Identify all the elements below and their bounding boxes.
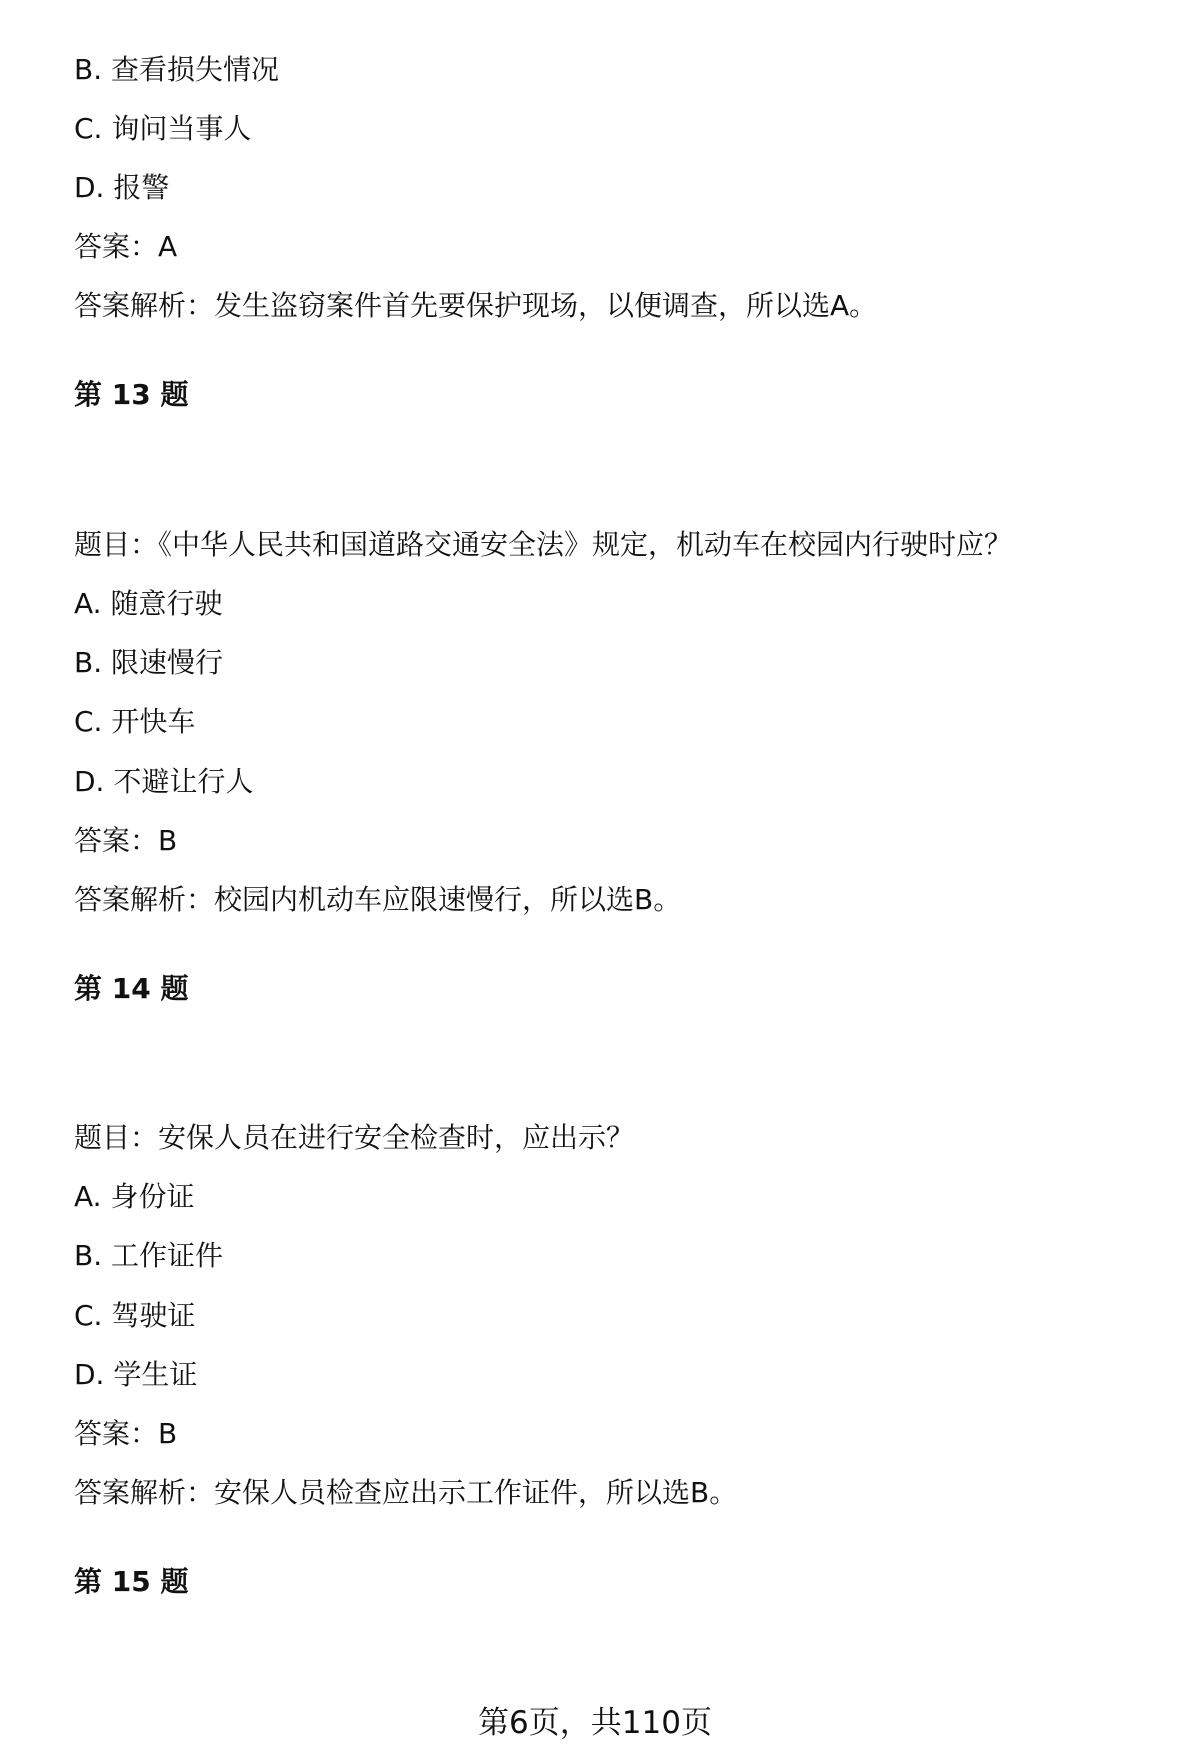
q13-option-d: D. 不避让行人 xyxy=(74,765,254,798)
q13-option-c: C. 开快车 xyxy=(74,705,196,738)
q13-heading: 第 13 题 xyxy=(74,378,189,411)
q12-explanation: 答案解析：发生盗窃案件首先要保护现场，以便调查，所以选A。 xyxy=(74,289,878,322)
q15-heading: 第 15 题 xyxy=(74,1565,189,1598)
q14-heading: 第 14 题 xyxy=(74,972,189,1005)
q13-explanation: 答案解析：校园内机动车应限速慢行，所以选B。 xyxy=(74,883,682,916)
q14-option-b: B. 工作证件 xyxy=(74,1239,224,1272)
q12-option-c: C. 询问当事人 xyxy=(74,112,252,145)
page-number-footer: 第6页，共110页 xyxy=(478,1705,712,1741)
q12-answer: 答案：A xyxy=(74,230,178,263)
q14-explanation: 答案解析：安保人员检查应出示工作证件，所以选B。 xyxy=(74,1476,738,1509)
q13-option-a: A. 随意行驶 xyxy=(74,587,223,620)
q14-option-c: C. 驾驶证 xyxy=(74,1299,196,1332)
q14-option-a: A. 身份证 xyxy=(74,1180,195,1213)
q13-question: 题目：《中华人民共和国道路交通安全法》规定，机动车在校园内行驶时应？ xyxy=(74,528,1013,561)
q14-option-d: D. 学生证 xyxy=(74,1358,198,1391)
q12-option-d: D. 报警 xyxy=(74,171,170,204)
q13-option-b: B. 限速慢行 xyxy=(74,646,224,679)
q14-answer: 答案：B xyxy=(74,1417,178,1450)
q13-answer: 答案：B xyxy=(74,824,178,857)
q14-question: 题目：安保人员在进行安全检查时，应出示？ xyxy=(74,1121,635,1154)
q12-option-b: B. 查看损失情况 xyxy=(74,53,280,86)
